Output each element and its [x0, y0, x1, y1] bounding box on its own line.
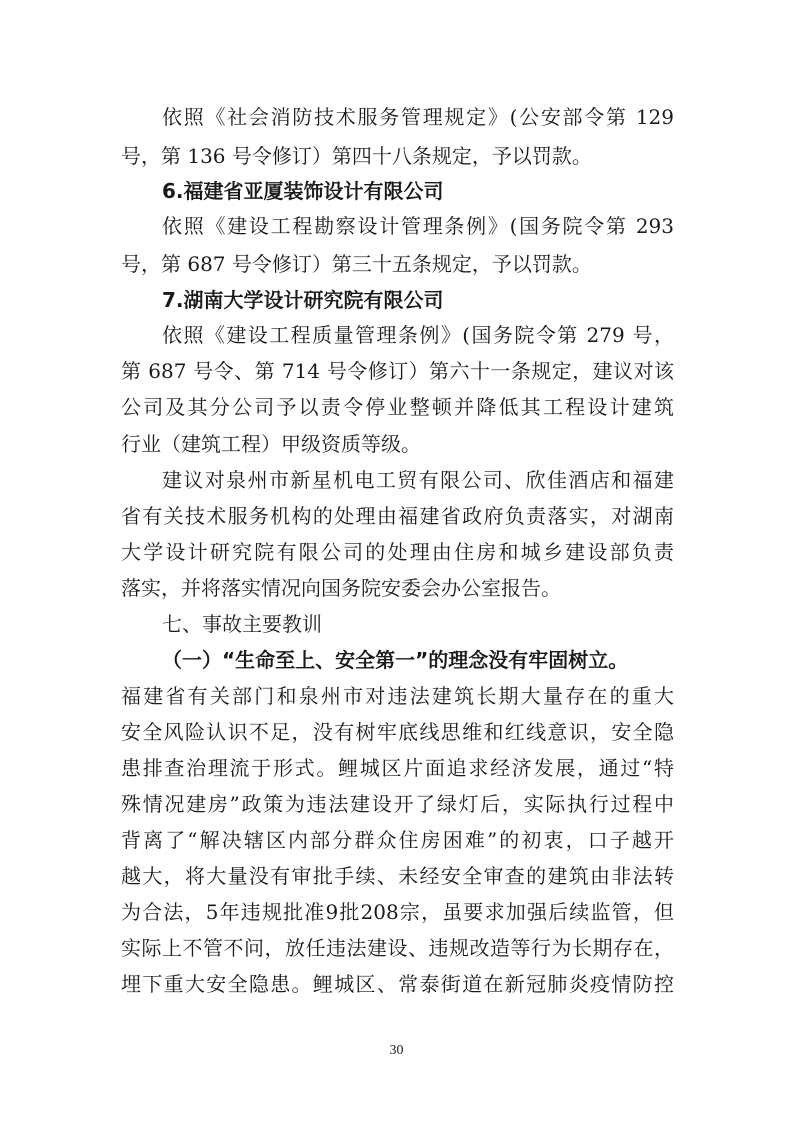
- paragraph-line: 实际上不管不问，放任违法建设、违规改造等行为长期存在，: [121, 936, 674, 960]
- paragraph-line: 公司及其分公司予以责令停业整顿并降低其工程设计建筑: [121, 395, 674, 419]
- paragraph-line: 为合法，5年违规批准9批208宗，虽要求加强后续监管，但: [121, 900, 674, 924]
- paragraph-line: 省有关技术服务机构的处理由福建省政府负责落实，对湖南: [121, 504, 674, 528]
- paragraph-line: 患排查治理流于形式。鲤城区片面追求经济发展，通过“特: [121, 756, 674, 780]
- paragraph-line: 依照《建设工程勘察设计管理条例》(国务院令第 293: [162, 214, 674, 238]
- paragraph-line: 依照《建设工程质量管理条例》(国务院令第 279 号，: [162, 323, 674, 347]
- subsection-heading: （一）“生命至上、安全第一”的理念没有牢固树立。: [162, 648, 629, 672]
- paragraph-line: 号，第 136 号令修订）第四十八条规定，予以罚款。: [121, 144, 592, 168]
- paragraph-line: 行业（建筑工程）甲级资质等级。: [121, 432, 421, 456]
- paragraph-line: 第 687 号令、第 714 号令修订）第六十一条规定，建议对该: [121, 359, 674, 383]
- paragraph-line: 埋下重大安全隐患。鲤城区、常泰街道在新冠肺炎疫情防控: [121, 972, 674, 996]
- paragraph-line: 建议对泉州市新星机电工贸有限公司、欣佳酒店和福建: [162, 468, 674, 492]
- paragraph-line: 安全风险认识不足，没有树牢底线思维和红线意识，安全隐: [121, 720, 674, 744]
- paragraph-line: 落实，并将落实情况向国务院安委会办公室报告。: [121, 576, 561, 600]
- section-heading: 6.福建省亚厦装饰设计有限公司: [162, 179, 444, 203]
- chapter-heading: 七、事故主要教训: [162, 612, 322, 636]
- section-heading: 7.湖南大学设计研究院有限公司: [162, 288, 444, 312]
- paragraph-line: 背离了“解决辖区内部分群众住房困难”的初衷，口子越开: [121, 828, 674, 852]
- paragraph-line: 依照《社会消防技术服务管理规定》(公安部令第 129: [162, 105, 674, 129]
- paragraph-line: 殊情况建房”政策为违法建设开了绿灯后，实际执行过程中: [121, 792, 674, 816]
- paragraph-line: 号，第 687 号令修订）第三十五条规定，予以罚款。: [121, 252, 592, 276]
- paragraph-line: 越大，将大量没有审批手续、未经安全审查的建筑由非法转: [121, 864, 674, 888]
- paragraph-line: 福建省有关部门和泉州市对违法建筑长期大量存在的重大: [121, 684, 674, 708]
- paragraph-line: 大学设计研究院有限公司的处理由住房和城乡建设部负责: [121, 540, 674, 564]
- page-number: 30: [389, 1043, 404, 1058]
